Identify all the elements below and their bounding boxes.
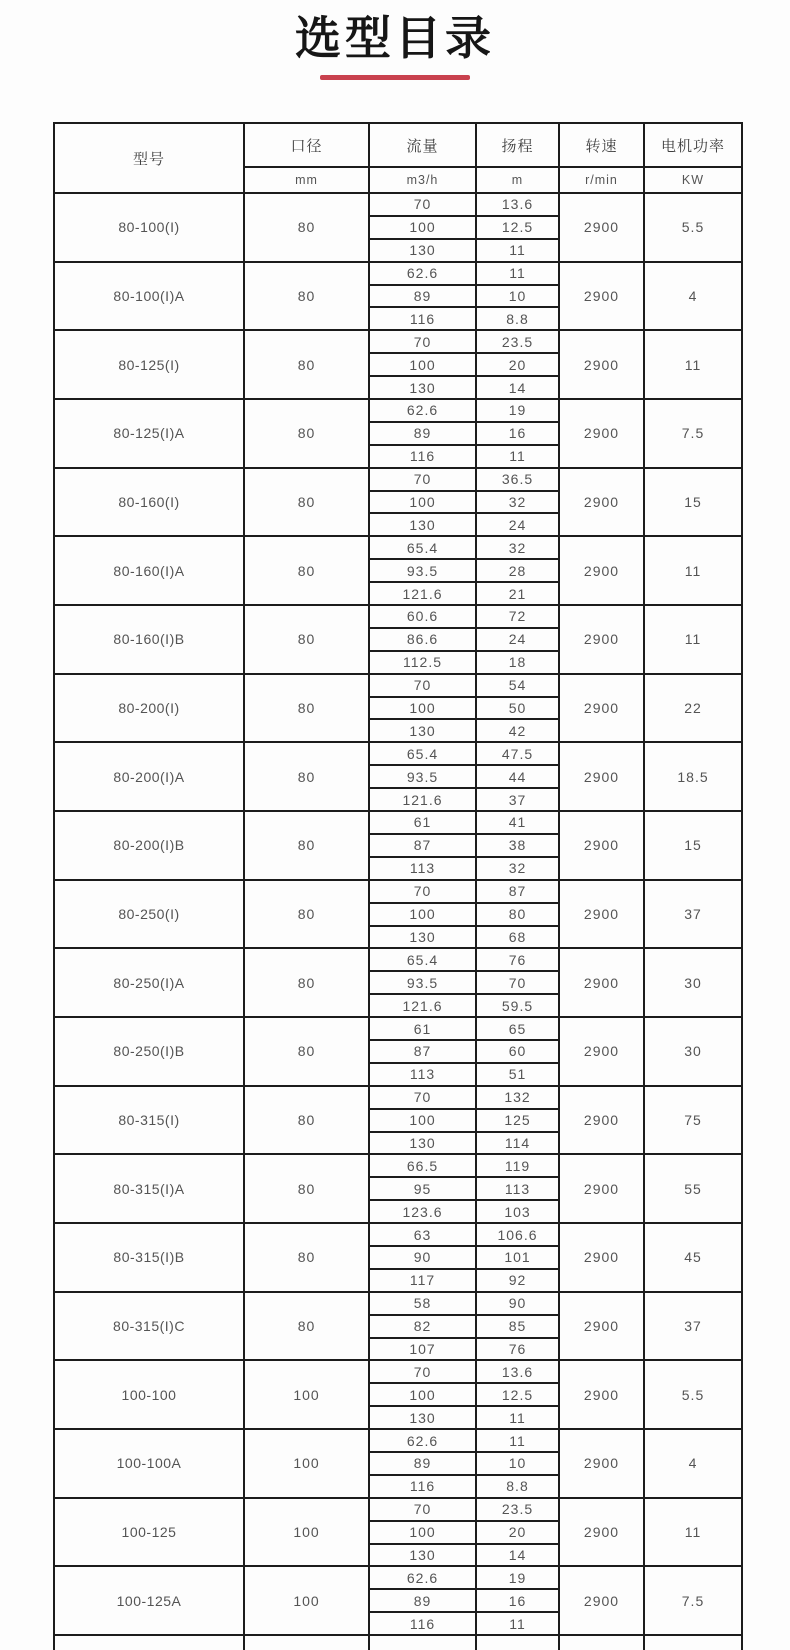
speed-cell: 2900	[559, 193, 644, 262]
head-cell: 41	[476, 811, 559, 834]
speed-cell: 2900	[559, 330, 644, 399]
flow-cell: 70	[369, 193, 476, 216]
flow-cell: 116	[369, 1612, 476, 1635]
model-cell: 100-100A	[54, 1429, 244, 1498]
table-row	[54, 262, 742, 285]
head-cell: 19	[476, 1566, 559, 1589]
head-cell: 11	[476, 445, 559, 468]
table-row	[54, 880, 742, 903]
head-cell: 90	[476, 1292, 559, 1315]
selection-catalog-table	[53, 122, 743, 1650]
flow-cell: 89	[369, 422, 476, 445]
flow-cell: 116	[369, 1475, 476, 1498]
diameter-cell: 80	[244, 330, 369, 399]
diameter-cell: 80	[244, 262, 369, 331]
table-row	[54, 1154, 742, 1177]
power-cell: 11	[644, 1498, 742, 1567]
table-row	[54, 742, 742, 765]
head-cell: 8.8	[476, 307, 559, 330]
speed-cell: 2900	[559, 1566, 644, 1635]
clipped-cell	[559, 1635, 644, 1650]
flow-cell: 130	[369, 1544, 476, 1567]
power-cell: 30	[644, 1017, 742, 1086]
diameter-cell: 80	[244, 1017, 369, 1086]
speed-cell: 2900	[559, 880, 644, 949]
flow-cell: 130	[369, 926, 476, 949]
flow-cell: 61	[369, 811, 476, 834]
flow-cell: 63	[369, 1223, 476, 1246]
power-cell: 37	[644, 1292, 742, 1361]
model-cell: 80-160(I)	[54, 468, 244, 537]
head-cell: 11	[476, 262, 559, 285]
flow-cell: 70	[369, 1498, 476, 1521]
head-cell: 10	[476, 1452, 559, 1475]
diameter-cell: 80	[244, 1292, 369, 1361]
flow-cell: 93.5	[369, 559, 476, 582]
flow-cell: 130	[369, 513, 476, 536]
model-cell: 80-200(I)B	[54, 811, 244, 880]
speed-cell: 2900	[559, 811, 644, 880]
flow-cell: 100	[369, 1109, 476, 1132]
model-cell: 80-100(I)A	[54, 262, 244, 331]
diameter-cell: 80	[244, 811, 369, 880]
column-unit-power: KW	[644, 167, 742, 193]
flow-cell: 62.6	[369, 1429, 476, 1452]
head-cell: 92	[476, 1269, 559, 1292]
flow-cell: 112.5	[369, 651, 476, 674]
speed-cell: 2900	[559, 674, 644, 743]
column-header-model: 型号	[54, 123, 244, 193]
power-cell: 4	[644, 262, 742, 331]
head-cell: 24	[476, 513, 559, 536]
flow-cell: 62.6	[369, 399, 476, 422]
flow-cell: 130	[369, 719, 476, 742]
power-cell: 5.5	[644, 1360, 742, 1429]
column-header-speed: 转速	[559, 123, 644, 167]
head-cell: 13.6	[476, 193, 559, 216]
flow-cell: 70	[369, 1086, 476, 1109]
head-cell: 32	[476, 857, 559, 880]
power-cell: 22	[644, 674, 742, 743]
head-cell: 38	[476, 834, 559, 857]
flow-cell: 65.4	[369, 948, 476, 971]
head-cell: 76	[476, 1338, 559, 1361]
head-cell: 106.6	[476, 1223, 559, 1246]
head-cell: 65	[476, 1017, 559, 1040]
model-cell: 80-315(I)A	[54, 1154, 244, 1223]
flow-cell: 130	[369, 1132, 476, 1155]
catalog-table-body	[54, 193, 742, 1650]
model-cell: 80-315(I)	[54, 1086, 244, 1155]
power-cell: 15	[644, 811, 742, 880]
head-cell: 11	[476, 1429, 559, 1452]
power-cell: 5.5	[644, 193, 742, 262]
column-unit-speed: r/min	[559, 167, 644, 193]
head-cell: 23.5	[476, 1498, 559, 1521]
clipped-cell	[369, 1635, 476, 1650]
model-cell: 80-250(I)A	[54, 948, 244, 1017]
power-cell: 18.5	[644, 742, 742, 811]
speed-cell: 2900	[559, 1292, 644, 1361]
head-cell: 59.5	[476, 994, 559, 1017]
power-cell: 11	[644, 330, 742, 399]
column-unit-flow: m3/h	[369, 167, 476, 193]
column-header-head: 扬程	[476, 123, 559, 167]
head-cell: 18	[476, 651, 559, 674]
flow-cell: 82	[369, 1315, 476, 1338]
model-cell: 80-250(I)	[54, 880, 244, 949]
flow-cell: 130	[369, 239, 476, 262]
table-row	[54, 1360, 742, 1383]
title-underline-decoration	[320, 75, 470, 80]
diameter-cell: 80	[244, 468, 369, 537]
power-cell: 4	[644, 1429, 742, 1498]
catalog-table-head	[54, 123, 742, 193]
flow-cell: 121.6	[369, 994, 476, 1017]
head-cell: 37	[476, 788, 559, 811]
flow-cell: 100	[369, 903, 476, 926]
speed-cell: 2900	[559, 1429, 644, 1498]
head-cell: 8.8	[476, 1475, 559, 1498]
head-cell: 70	[476, 971, 559, 994]
diameter-cell: 100	[244, 1566, 369, 1635]
diameter-cell: 80	[244, 1086, 369, 1155]
diameter-cell: 80	[244, 674, 369, 743]
speed-cell: 2900	[559, 468, 644, 537]
flow-cell: 123.6	[369, 1200, 476, 1223]
head-cell: 132	[476, 1086, 559, 1109]
speed-cell: 2900	[559, 399, 644, 468]
model-cell: 80-200(I)	[54, 674, 244, 743]
table-row	[54, 605, 742, 628]
speed-cell: 2900	[559, 536, 644, 605]
speed-cell: 2900	[559, 1017, 644, 1086]
head-cell: 51	[476, 1063, 559, 1086]
table-row	[54, 1566, 742, 1589]
power-cell: 30	[644, 948, 742, 1017]
head-cell: 113	[476, 1177, 559, 1200]
flow-cell: 66.5	[369, 1154, 476, 1177]
column-header-power: 电机功率	[644, 123, 742, 167]
flow-cell: 116	[369, 445, 476, 468]
power-cell: 7.5	[644, 399, 742, 468]
head-cell: 50	[476, 697, 559, 720]
flow-cell: 86.6	[369, 628, 476, 651]
model-cell: 80-125(I)	[54, 330, 244, 399]
diameter-cell: 100	[244, 1360, 369, 1429]
head-cell: 19	[476, 399, 559, 422]
head-cell: 12.5	[476, 1383, 559, 1406]
head-cell: 32	[476, 536, 559, 559]
diameter-cell: 100	[244, 1429, 369, 1498]
head-cell: 21	[476, 582, 559, 605]
head-cell: 11	[476, 1612, 559, 1635]
model-cell: 100-100	[54, 1360, 244, 1429]
model-cell: 80-315(I)B	[54, 1223, 244, 1292]
head-cell: 42	[476, 719, 559, 742]
head-cell: 20	[476, 353, 559, 376]
head-cell: 87	[476, 880, 559, 903]
model-cell: 80-200(I)A	[54, 742, 244, 811]
flow-cell: 95	[369, 1177, 476, 1200]
flow-cell: 93.5	[369, 971, 476, 994]
head-cell: 85	[476, 1315, 559, 1338]
head-cell: 47.5	[476, 742, 559, 765]
flow-cell: 100	[369, 1521, 476, 1544]
diameter-cell: 80	[244, 1154, 369, 1223]
table-row	[54, 674, 742, 697]
flow-cell: 70	[369, 674, 476, 697]
head-cell: 28	[476, 559, 559, 582]
table-row	[54, 1086, 742, 1109]
table-row-clipped	[54, 1635, 742, 1650]
speed-cell: 2900	[559, 1498, 644, 1567]
flow-cell: 89	[369, 285, 476, 308]
table-row	[54, 536, 742, 559]
head-cell: 16	[476, 1589, 559, 1612]
diameter-cell: 100	[244, 1498, 369, 1567]
table-row	[54, 1292, 742, 1315]
table-row	[54, 399, 742, 422]
head-cell: 68	[476, 926, 559, 949]
head-cell: 76	[476, 948, 559, 971]
flow-cell: 90	[369, 1246, 476, 1269]
diameter-cell: 80	[244, 605, 369, 674]
flow-cell: 62.6	[369, 262, 476, 285]
flow-cell: 70	[369, 330, 476, 353]
head-cell: 32	[476, 491, 559, 514]
head-cell: 11	[476, 239, 559, 262]
head-cell: 125	[476, 1109, 559, 1132]
flow-cell: 100	[369, 353, 476, 376]
head-cell: 13.6	[476, 1360, 559, 1383]
flow-cell: 100	[369, 697, 476, 720]
model-cell: 80-100(I)	[54, 193, 244, 262]
table-row	[54, 811, 742, 834]
flow-cell: 121.6	[369, 788, 476, 811]
flow-cell: 113	[369, 1063, 476, 1086]
flow-cell: 70	[369, 468, 476, 491]
flow-cell: 117	[369, 1269, 476, 1292]
table-row	[54, 1498, 742, 1521]
flow-cell: 61	[369, 1017, 476, 1040]
column-header-flow: 流量	[369, 123, 476, 167]
model-cell: 100-125A	[54, 1566, 244, 1635]
flow-cell: 130	[369, 376, 476, 399]
power-cell: 45	[644, 1223, 742, 1292]
head-cell: 103	[476, 1200, 559, 1223]
clipped-cell	[476, 1635, 559, 1650]
flow-cell: 89	[369, 1589, 476, 1612]
head-cell: 44	[476, 765, 559, 788]
head-cell: 14	[476, 376, 559, 399]
head-cell: 10	[476, 285, 559, 308]
speed-cell: 2900	[559, 742, 644, 811]
speed-cell: 2900	[559, 1086, 644, 1155]
speed-cell: 2900	[559, 262, 644, 331]
flow-cell: 58	[369, 1292, 476, 1315]
model-cell: 80-250(I)B	[54, 1017, 244, 1086]
head-cell: 24	[476, 628, 559, 651]
head-cell: 80	[476, 903, 559, 926]
diameter-cell: 80	[244, 536, 369, 605]
table-row	[54, 1017, 742, 1040]
head-cell: 23.5	[476, 330, 559, 353]
power-cell: 55	[644, 1154, 742, 1223]
model-cell: 100-125	[54, 1498, 244, 1567]
table-row	[54, 948, 742, 971]
flow-cell: 107	[369, 1338, 476, 1361]
speed-cell: 2900	[559, 1360, 644, 1429]
flow-cell: 87	[369, 1040, 476, 1063]
model-cell: 80-160(I)A	[54, 536, 244, 605]
table-row	[54, 330, 742, 353]
clipped-cell	[244, 1635, 369, 1650]
flow-cell: 130	[369, 1406, 476, 1429]
head-cell: 11	[476, 1406, 559, 1429]
column-unit-head: m	[476, 167, 559, 193]
flow-cell: 116	[369, 307, 476, 330]
flow-cell: 65.4	[369, 742, 476, 765]
diameter-cell: 80	[244, 742, 369, 811]
model-cell: 80-315(I)C	[54, 1292, 244, 1361]
speed-cell: 2900	[559, 1223, 644, 1292]
flow-cell: 121.6	[369, 582, 476, 605]
diameter-cell: 80	[244, 948, 369, 1017]
clipped-cell	[644, 1635, 742, 1650]
flow-cell: 60.6	[369, 605, 476, 628]
head-cell: 60	[476, 1040, 559, 1063]
head-cell: 119	[476, 1154, 559, 1177]
flow-cell: 70	[369, 880, 476, 903]
power-cell: 37	[644, 880, 742, 949]
power-cell: 7.5	[644, 1566, 742, 1635]
diameter-cell: 80	[244, 880, 369, 949]
table-row	[54, 193, 742, 216]
head-cell: 72	[476, 605, 559, 628]
speed-cell: 2900	[559, 605, 644, 674]
model-cell: 80-125(I)A	[54, 399, 244, 468]
flow-cell: 113	[369, 857, 476, 880]
flow-cell: 70	[369, 1360, 476, 1383]
speed-cell: 2900	[559, 1154, 644, 1223]
diameter-cell: 80	[244, 399, 369, 468]
page-header	[0, 0, 790, 80]
head-cell: 101	[476, 1246, 559, 1269]
power-cell: 11	[644, 605, 742, 674]
head-cell: 54	[476, 674, 559, 697]
power-cell: 15	[644, 468, 742, 537]
head-cell: 14	[476, 1544, 559, 1567]
power-cell: 11	[644, 536, 742, 605]
flow-cell: 65.4	[369, 536, 476, 559]
table-row	[54, 1429, 742, 1452]
speed-cell: 2900	[559, 948, 644, 1017]
flow-cell: 93.5	[369, 765, 476, 788]
head-cell: 16	[476, 422, 559, 445]
page-title: 选型目录	[295, 12, 495, 64]
flow-cell: 100	[369, 491, 476, 514]
clipped-cell	[54, 1635, 244, 1650]
table-row	[54, 1223, 742, 1246]
table-row	[54, 468, 742, 491]
power-cell: 75	[644, 1086, 742, 1155]
flow-cell: 100	[369, 216, 476, 239]
head-cell: 12.5	[476, 216, 559, 239]
head-cell: 20	[476, 1521, 559, 1544]
head-cell: 36.5	[476, 468, 559, 491]
flow-cell: 100	[369, 1383, 476, 1406]
column-unit-diameter: mm	[244, 167, 369, 193]
flow-cell: 89	[369, 1452, 476, 1475]
diameter-cell: 80	[244, 193, 369, 262]
flow-cell: 87	[369, 834, 476, 857]
diameter-cell: 80	[244, 1223, 369, 1292]
flow-cell: 62.6	[369, 1566, 476, 1589]
model-cell: 80-160(I)B	[54, 605, 244, 674]
head-cell: 114	[476, 1132, 559, 1155]
column-header-diameter: 口径	[244, 123, 369, 167]
